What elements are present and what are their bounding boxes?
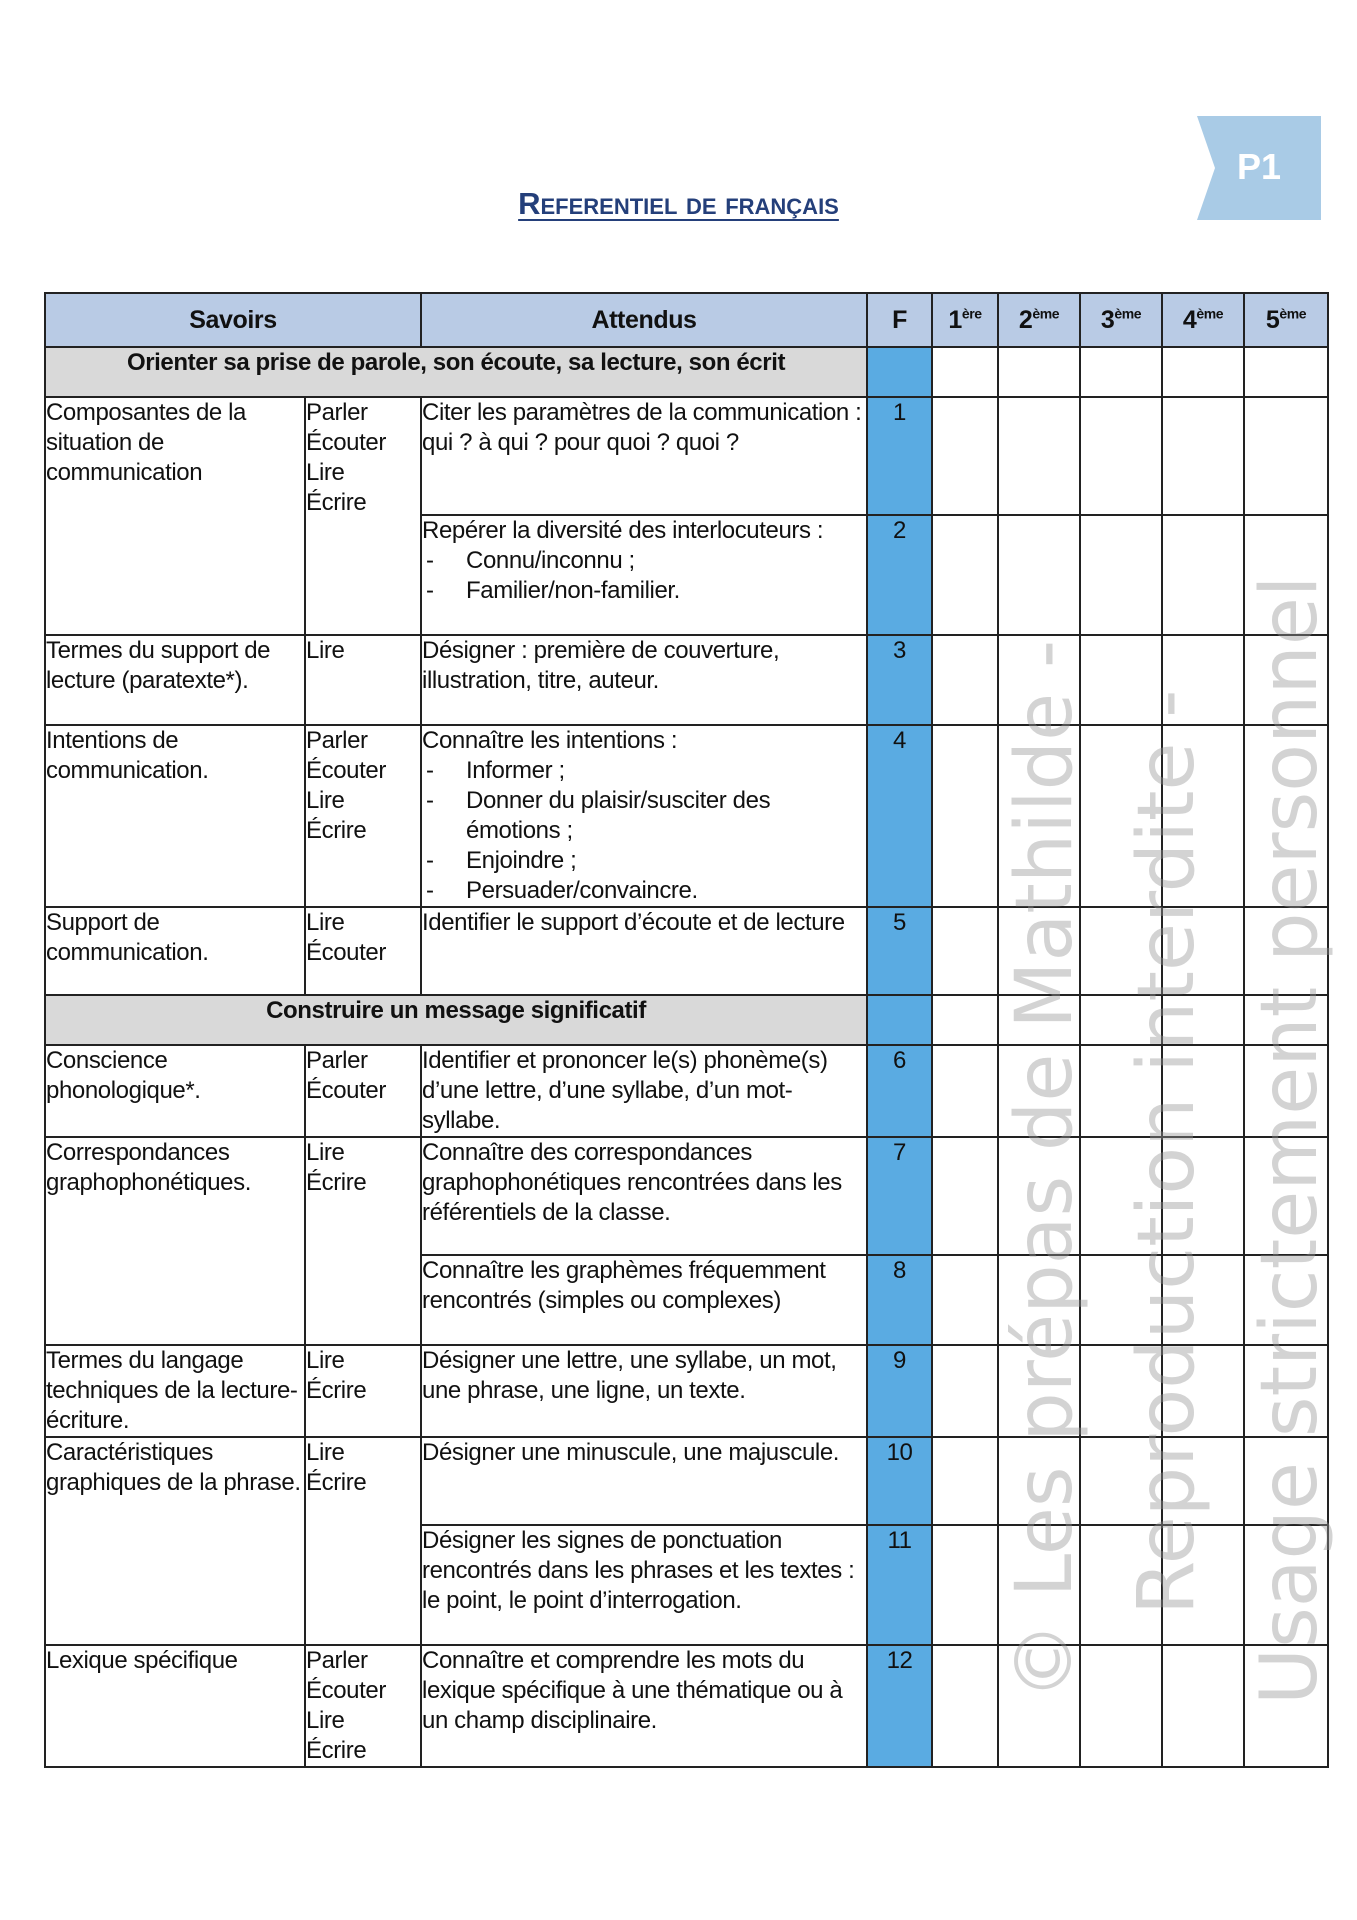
header-year-1: 1ère (932, 293, 998, 347)
competence-label: Lire (306, 909, 345, 936)
attendu-list-item: - Connu/inconnu ; (466, 546, 866, 576)
page-title-text: Referentiel de français (518, 186, 839, 221)
year-cell (932, 1437, 998, 1525)
attendu-list-item: - Enjoindre ; (466, 846, 866, 876)
attendu-text: Désigner les signes de ponctuation rencontrés dans les phrases et les textes : le point, le point d’interrogation. (422, 1527, 855, 1614)
year-cell (932, 995, 998, 1045)
attendu-cell (421, 1045, 867, 1137)
f-number-cell: 3 (867, 635, 932, 725)
competences-cell (305, 1345, 421, 1437)
attendu-text: Citer les paramètres de la communication : qui ? à qui ? pour quoi ? quoi ? (422, 399, 862, 456)
f-number-cell: 12 (867, 1645, 932, 1767)
year-cell (998, 397, 1080, 515)
competence-label: Écrire (306, 1469, 367, 1496)
competence-label: Écrire (306, 1169, 367, 1196)
competence-label: Lire (306, 1707, 345, 1734)
year-cell (932, 1645, 998, 1767)
savoir-cell: Caractéristiques graphiques de la phrase. (45, 1437, 305, 1645)
attendu-cell (421, 515, 867, 635)
attendu-list-item: - Persuader/convaincre. (466, 876, 866, 906)
year-cell (932, 347, 998, 397)
attendu-text: Désigner une lettre, une syllabe, un mot, une phrase, une ligne, un texte. (422, 1347, 837, 1404)
year-cell (1162, 515, 1244, 635)
header-year-5: 5ème (1244, 293, 1328, 347)
competence-label: Écrire (306, 1737, 367, 1764)
f-number-cell: 7 (867, 1137, 932, 1255)
competence-label: Écrire (306, 489, 367, 516)
year-cell (1162, 1645, 1244, 1767)
year-cell (932, 1255, 998, 1345)
f-cell-blank (867, 995, 932, 1045)
competence-label: Parler (306, 399, 368, 426)
attendu-cell (421, 397, 867, 515)
badge-label: P1 (1237, 146, 1282, 187)
competences-cell (305, 635, 421, 725)
attendu-list (422, 546, 866, 606)
competence-label: Lire (306, 1139, 345, 1166)
attendu-cell (421, 635, 867, 725)
attendu-text: Connaître et comprendre les mots du lexique spécifique à une thématique ou à un champ disciplinaire. (422, 1647, 843, 1734)
savoir-cell: Lexique spécifique (45, 1645, 305, 1767)
year-cell (1080, 397, 1162, 515)
attendu-text: Connaître les graphèmes fréquemment rencontrés (simples ou complexes) (422, 1257, 826, 1314)
header-savoirs: Savoirs (45, 293, 421, 347)
attendu-text: Désigner : première de couverture, illustration, titre, auteur. (422, 637, 780, 694)
competence-label: Lire (306, 637, 345, 664)
table-header-row (45, 293, 1328, 347)
attendu-cell (421, 1437, 867, 1525)
watermark-line-3: Usage strictement personnel (1245, 575, 1335, 1705)
f-number-cell: 6 (867, 1045, 932, 1137)
attendu-text: Identifier et prononcer le(s) phonème(s) d’une lettre, d’une syllabe, d’un mot-syllabe. (422, 1047, 828, 1134)
savoir-cell: Termes du langage techniques de la lecture-écriture. (45, 1345, 305, 1437)
year-cell (932, 725, 998, 907)
competence-label: Écouter (306, 757, 386, 784)
watermark-line-2: Reproduction interdite - (1122, 689, 1212, 1615)
attendu-cell (421, 725, 867, 907)
savoir-cell: Support de communication. (45, 907, 305, 995)
section-title: Orienter sa prise de parole, son écoute, sa lecture, son écrit (45, 347, 867, 397)
competence-label: Écouter (306, 1077, 386, 1104)
competences-cell (305, 907, 421, 995)
competence-label: Lire (306, 787, 345, 814)
year-cell (932, 635, 998, 725)
attendu-text: Désigner une minuscule, une majuscule. (422, 1439, 840, 1466)
page-title (0, 186, 1357, 222)
f-number-cell: 8 (867, 1255, 932, 1345)
year-cell (998, 515, 1080, 635)
competence-label: Parler (306, 1647, 368, 1674)
savoir-cell: Conscience phonologique*. (45, 1045, 305, 1137)
savoir-cell: Termes du support de lecture (paratexte*). (45, 635, 305, 725)
attendu-cell (421, 1255, 867, 1345)
f-number-cell: 4 (867, 725, 932, 907)
section-title: Construire un message significatif (45, 995, 867, 1045)
watermark-line-1: © Les prépas de Mathilde - (1000, 639, 1090, 1700)
savoir-cell: Composantes de la situation de communication (45, 397, 305, 635)
year-cell (932, 1045, 998, 1137)
competences-cell (305, 397, 421, 635)
competence-label: Lire (306, 1439, 345, 1466)
year-cell (1244, 397, 1328, 515)
competence-label: Parler (306, 1047, 368, 1074)
competences-cell (305, 1437, 421, 1645)
f-cell-blank (867, 347, 932, 397)
attendu-list-item: - Informer ; (466, 756, 866, 786)
f-number-cell: 2 (867, 515, 932, 635)
table-row (45, 1645, 1328, 1767)
header-year-3: 3ème (1080, 293, 1162, 347)
attendu-list (422, 756, 866, 906)
f-number-cell: 10 (867, 1437, 932, 1525)
f-number-cell: 11 (867, 1525, 932, 1645)
f-number-cell: 9 (867, 1345, 932, 1437)
competence-label: Lire (306, 1347, 345, 1374)
year-cell (932, 397, 998, 515)
year-cell (932, 1525, 998, 1645)
f-number-cell: 1 (867, 397, 932, 515)
attendu-cell (421, 1645, 867, 1767)
competence-label: Écrire (306, 817, 367, 844)
attendu-cell (421, 907, 867, 995)
year-cell (1080, 515, 1162, 635)
competence-label: Parler (306, 727, 368, 754)
attendu-text: Connaître des correspondances graphophonétiques rencontrées dans les référentiels de la classe. (422, 1139, 842, 1226)
year-cell (1162, 397, 1244, 515)
competences-cell (305, 725, 421, 907)
competence-label: Écrire (306, 1377, 367, 1404)
year-cell (1244, 347, 1328, 397)
f-number-cell: 5 (867, 907, 932, 995)
year-cell (932, 515, 998, 635)
year-cell (1080, 1645, 1162, 1767)
attendu-list-item: - Familier/non-familier. (466, 576, 866, 606)
header-year-2: 2ème (998, 293, 1080, 347)
header-year-4: 4ème (1162, 293, 1244, 347)
header-f: F (867, 293, 932, 347)
year-cell (932, 1345, 998, 1437)
savoir-cell: Correspondances graphophonétiques. (45, 1137, 305, 1345)
header-attendus: Attendus (421, 293, 867, 347)
year-cell (932, 907, 998, 995)
section-row (45, 347, 1328, 397)
attendu-text: Repérer la diversité des interlocuteurs : (422, 517, 824, 544)
competences-cell (305, 1137, 421, 1345)
year-cell (1080, 347, 1162, 397)
year-cell (1162, 347, 1244, 397)
year-cell (932, 1137, 998, 1255)
attendu-list-item: - Donner du plaisir/susciter des émotions ; (466, 786, 866, 846)
attendu-cell (421, 1345, 867, 1437)
competence-label: Lire (306, 459, 345, 486)
attendu-text: Connaître les intentions : (422, 727, 678, 754)
attendu-cell (421, 1525, 867, 1645)
competence-label: Écouter (306, 429, 386, 456)
attendu-cell (421, 1137, 867, 1255)
savoir-cell: Intentions de communication. (45, 725, 305, 907)
competence-label: Écouter (306, 1677, 386, 1704)
competence-label: Écouter (306, 939, 386, 966)
year-cell (998, 347, 1080, 397)
attendu-text: Identifier le support d’écoute et de lecture (422, 909, 845, 936)
competences-cell (305, 1045, 421, 1137)
table-row (45, 397, 1328, 515)
competences-cell (305, 1645, 421, 1767)
